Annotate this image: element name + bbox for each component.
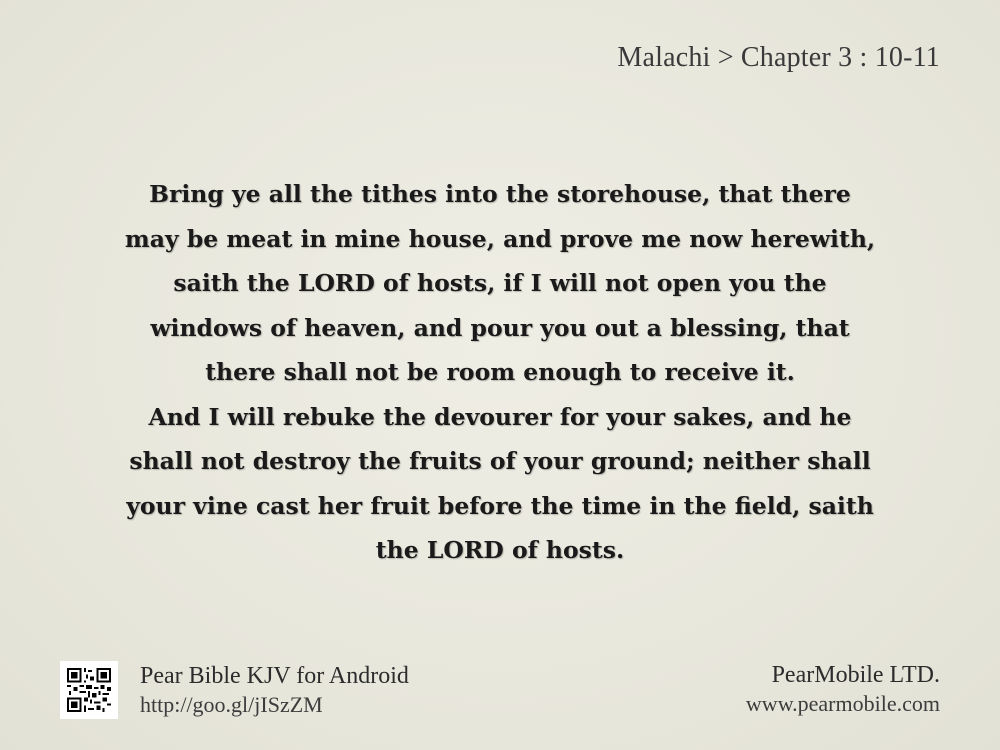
verse-line: there shall not be room enough to receive it. (205, 358, 795, 386)
verse-line: Bring ye all the tithes into the storehouse, that there (149, 180, 851, 208)
app-promo (60, 660, 409, 720)
website-link[interactable]: www.pearmobile.com (745, 691, 940, 716)
app-url-link[interactable]: http://goo.gl/jISzZM (140, 692, 323, 717)
verse-line: your vine cast her fruit before the time in the field, saith (126, 491, 874, 520)
app-info (140, 661, 409, 719)
verse-line: saith the LORD of hosts, if I will not open you the (173, 269, 827, 297)
verse-line: shall not destroy the fruits of your ground; neither shall (129, 447, 871, 475)
verse-line: the LORD of hosts. (375, 536, 625, 564)
verse-text (70, 172, 930, 573)
publisher-info (746, 660, 940, 718)
verse-line: windows of heaven, and pour you out a blessing, that (150, 313, 850, 342)
company-name: PearMobile LTD. (771, 662, 940, 688)
app-name: Pear Bible KJV for Android (140, 663, 409, 689)
verse-line: And I will rebuke the devourer for your sakes, and he (148, 402, 852, 431)
verse-line: may be meat in mine house, and prove me now herewith, (124, 224, 876, 253)
verse-reference: Malachi > Chapter 3 : 10-11 (617, 42, 940, 73)
qr-code-icon[interactable] (60, 661, 118, 719)
